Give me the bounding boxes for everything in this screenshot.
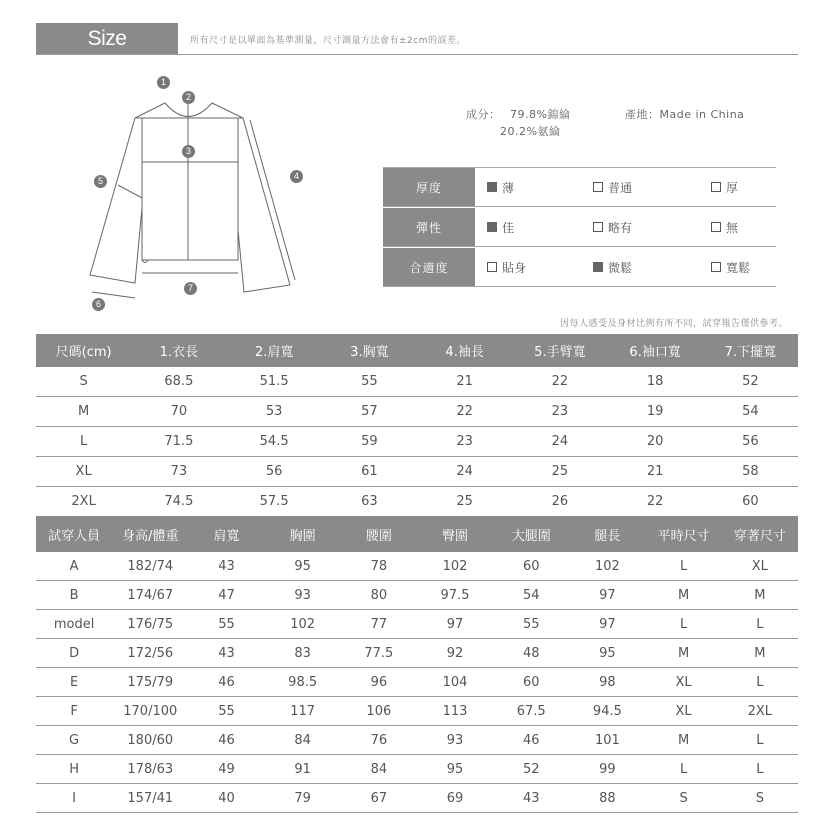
column-header: 臀圍 [417,516,493,552]
fit-table [36,516,798,813]
table-cell: 69 [417,784,493,813]
unchecked-box-icon [711,262,721,272]
feature-label: 彈性 [383,208,475,246]
table-cell: 67 [341,784,417,813]
table-cell: 78 [341,552,417,581]
table-cell: 25 [512,457,607,487]
table-cell: M [646,726,722,755]
table-cell: 61 [322,457,417,487]
column-header: 身高/體重 [112,516,188,552]
feature-option [593,248,632,286]
table-cell: 98 [569,668,645,697]
fit-row [36,552,798,581]
table-cell: 21 [417,367,512,397]
origin: 產地：Made in China [625,108,745,121]
table-cell: L [722,755,798,784]
marker-4: 4 [290,170,303,183]
table-cell: 54.5 [227,427,322,457]
table-cell: 63 [322,487,417,517]
feature-row [383,248,776,287]
measurement-note: 所有尺寸是以單面為基準測量，尺寸測量方法會有±2cm的誤差。 [190,36,466,46]
marker-7: 7 [184,282,197,295]
table-cell: 180/60 [112,726,188,755]
table-cell: 57.5 [227,487,322,517]
table-cell: 99 [569,755,645,784]
table-cell: 60 [493,668,569,697]
table-cell: 48 [493,639,569,668]
checked-box-icon [487,222,497,232]
table-cell: L [722,668,798,697]
table-cell: 51.5 [227,367,322,397]
feature-option-label: 略有 [608,220,633,235]
table-cell: 53 [227,397,322,427]
table-cell: 54 [703,397,798,427]
table-cell: 22 [608,487,703,517]
unchecked-box-icon [487,262,497,272]
table-cell: 58 [703,457,798,487]
table-cell: 46 [493,726,569,755]
table-cell: 60 [493,552,569,581]
fit-row [36,697,798,726]
table-cell: 182/74 [112,552,188,581]
table-cell: 80 [341,581,417,610]
table-cell: 56 [703,427,798,457]
table-cell: H [36,755,112,784]
table-cell: 117 [265,697,341,726]
table-cell: D [36,639,112,668]
composition-label: 成分： [466,108,501,121]
feature-option [487,248,526,286]
table-cell: 24 [512,427,607,457]
table-cell: A [36,552,112,581]
column-header: 腰圍 [341,516,417,552]
feature-option-label: 普通 [608,180,633,195]
table-cell: 55 [188,697,264,726]
table-cell: 96 [341,668,417,697]
table-cell: 55 [188,610,264,639]
table-cell: 19 [608,397,703,427]
table-cell: L [646,610,722,639]
fit-row [36,755,798,784]
marker-1: 1 [157,76,170,89]
size-table [36,334,798,517]
table-cell: 84 [265,726,341,755]
table-cell: S [36,367,131,397]
table-cell: M [646,581,722,610]
column-header: 試穿人員 [36,516,112,552]
feature-option-label: 微鬆 [608,260,633,275]
sweater-outline-icon [80,70,320,320]
table-cell: 79 [265,784,341,813]
marker-6: 6 [92,298,105,311]
column-header: 4.袖長 [417,334,512,367]
column-header: 3.胸寬 [322,334,417,367]
table-cell: 60 [703,487,798,517]
table-cell: 101 [569,726,645,755]
table-cell: 178/63 [112,755,188,784]
table-cell: 67.5 [493,697,569,726]
table-cell: M [722,581,798,610]
table-cell: 97 [569,610,645,639]
table-cell: 52 [493,755,569,784]
feature-option [711,208,738,246]
table-cell: L [646,755,722,784]
table-cell: 47 [188,581,264,610]
feature-row [383,208,776,247]
unchecked-box-icon [711,222,721,232]
column-header: 大腿圍 [493,516,569,552]
table-cell: S [722,784,798,813]
table-cell: 157/41 [112,784,188,813]
table-cell: model [36,610,112,639]
garment-diagram [80,70,320,320]
table-cell: 113 [417,697,493,726]
feature-option-label: 貼身 [502,260,527,275]
fit-row [36,784,798,813]
table-cell: 22 [417,397,512,427]
column-header: 6.袖口寬 [608,334,703,367]
feature-label: 合適度 [383,248,475,286]
table-cell: F [36,697,112,726]
feature-option-label: 薄 [502,180,515,195]
table-cell: XL [36,457,131,487]
checked-box-icon [593,262,603,272]
table-cell: 57 [322,397,417,427]
unchecked-box-icon [711,182,721,192]
table-cell: 71.5 [131,427,226,457]
size-row [36,427,798,457]
table-cell: 43 [493,784,569,813]
column-header: 2.肩寬 [227,334,322,367]
table-cell: L [722,726,798,755]
fit-row [36,639,798,668]
feature-label: 厚度 [383,168,475,206]
composition-line-2: 20.2%氨綸 [500,125,561,138]
table-cell: 43 [188,552,264,581]
unchecked-box-icon [593,222,603,232]
table-cell: 56 [227,457,322,487]
table-cell: 175/79 [112,668,188,697]
table-cell: 95 [417,755,493,784]
feature-option [711,168,738,206]
table-cell: 95 [265,552,341,581]
column-header: 7.下擺寬 [703,334,798,367]
table-cell: 24 [417,457,512,487]
table-cell: 25 [417,487,512,517]
table-cell: 170/100 [112,697,188,726]
marker-3: 3 [182,145,195,158]
table-cell: 23 [512,397,607,427]
table-cell: 46 [188,668,264,697]
table-cell: 68.5 [131,367,226,397]
table-cell: XL [646,668,722,697]
table-cell: 98.5 [265,668,341,697]
size-row [36,487,798,517]
table-cell: 93 [265,581,341,610]
table-cell: 2XL [36,487,131,517]
table-cell: 84 [341,755,417,784]
feature-option [487,168,514,206]
table-cell: 97 [569,581,645,610]
table-cell: 23 [417,427,512,457]
table-cell: L [36,427,131,457]
table-cell: 26 [512,487,607,517]
fit-row [36,726,798,755]
table-cell: 74.5 [131,487,226,517]
table-cell: 55 [493,610,569,639]
table-cell: 92 [417,639,493,668]
feature-option-label: 寬鬆 [726,260,751,275]
table-cell: 77 [341,610,417,639]
table-cell: XL [722,552,798,581]
column-header: 穿著尺寸 [722,516,798,552]
feature-option-label: 無 [726,220,739,235]
size-row [36,367,798,397]
feature-row [383,167,776,207]
table-cell: 21 [608,457,703,487]
feature-option [593,208,632,246]
fit-row [36,610,798,639]
table-cell: 54 [493,581,569,610]
size-table-header [36,334,798,367]
table-cell: 59 [322,427,417,457]
table-cell: G [36,726,112,755]
table-cell: M [646,639,722,668]
table-cell: 97 [417,610,493,639]
feature-option-label: 厚 [726,180,739,195]
feature-table [383,167,776,288]
fit-table-header [36,516,798,552]
table-cell: 49 [188,755,264,784]
table-cell: 83 [265,639,341,668]
size-row [36,397,798,427]
table-cell: 88 [569,784,645,813]
table-cell: 40 [188,784,264,813]
table-cell: 93 [417,726,493,755]
table-cell: I [36,784,112,813]
table-cell: 102 [265,610,341,639]
marker-5: 5 [94,175,107,188]
table-cell: 91 [265,755,341,784]
feature-option-label: 佳 [502,220,515,235]
table-cell: 55 [322,367,417,397]
table-cell: 18 [608,367,703,397]
column-header: 尺碼(cm) [36,334,131,367]
table-cell: 174/67 [112,581,188,610]
feature-option [711,248,750,286]
column-header: 1.衣長 [131,334,226,367]
table-cell: 94.5 [569,697,645,726]
column-header: 胸圍 [265,516,341,552]
section-title: Size Information [36,23,178,55]
fit-row [36,668,798,697]
table-cell: M [36,397,131,427]
table-cell: 22 [512,367,607,397]
column-header: 肩寬 [188,516,264,552]
table-cell: 52 [703,367,798,397]
table-cell: B [36,581,112,610]
table-cell: 172/56 [112,639,188,668]
table-cell: S [646,784,722,813]
table-cell: XL [646,697,722,726]
feature-option [593,168,632,206]
table-cell: 73 [131,457,226,487]
table-cell: 43 [188,639,264,668]
table-cell: 106 [341,697,417,726]
table-cell: 104 [417,668,493,697]
table-cell: 95 [569,639,645,668]
column-header: 平時尺寸 [646,516,722,552]
table-cell: 77.5 [341,639,417,668]
table-cell: 76 [341,726,417,755]
table-cell: 2XL [722,697,798,726]
composition-line-1: 79.8%錦綸 [510,108,571,121]
table-cell: 46 [188,726,264,755]
size-row [36,457,798,487]
table-cell: 70 [131,397,226,427]
checked-box-icon [487,182,497,192]
feature-option [487,208,514,246]
table-cell: 176/75 [112,610,188,639]
table-cell: L [646,552,722,581]
table-cell: 97.5 [417,581,493,610]
marker-2: 2 [182,91,195,104]
header-divider [36,54,798,55]
fit-row [36,581,798,610]
disclaimer: 因每人感受及身材比例有所不同，試穿報告僅供參考。 [559,319,788,329]
table-cell: M [722,639,798,668]
table-cell: 20 [608,427,703,457]
table-cell: 102 [417,552,493,581]
table-cell: 102 [569,552,645,581]
table-cell: E [36,668,112,697]
column-header: 5.手臂寬 [512,334,607,367]
unchecked-box-icon [593,182,603,192]
column-header: 腿長 [569,516,645,552]
table-cell: L [722,610,798,639]
